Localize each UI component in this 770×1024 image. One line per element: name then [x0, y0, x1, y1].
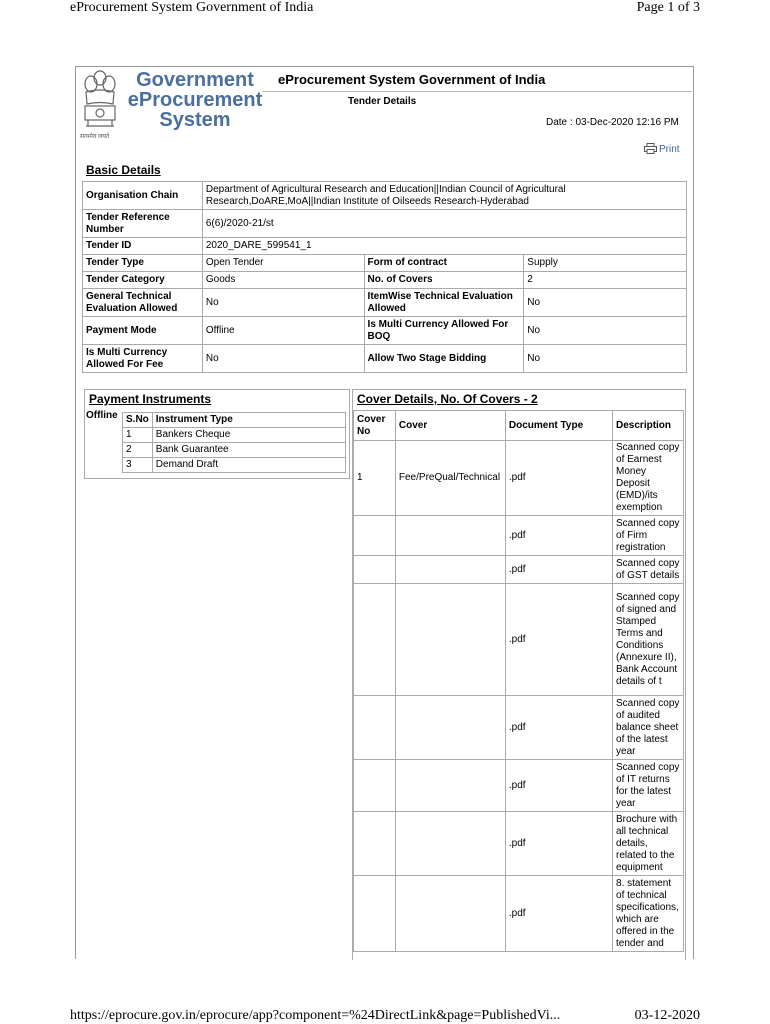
table-row: [354, 516, 684, 556]
site-title: eProcurement System Government of India: [278, 72, 546, 87]
print-header-title: eProcurement System Government of India: [70, 0, 314, 15]
date-line: Date : 03-Dec-2020 12:16 PM: [546, 117, 679, 128]
itemwise-tech-eval-label: ItemWise Technical Evaluation Allowed: [364, 289, 524, 317]
logo-line-system: System: [159, 109, 231, 131]
org-chain-label: Organisation Chain: [83, 182, 203, 210]
instrument-type: Bank Guarantee: [152, 443, 345, 458]
table-row: [123, 458, 346, 473]
cover-name: [395, 516, 505, 556]
cover-no: [354, 516, 396, 556]
no-of-covers-label: No. of Covers: [364, 272, 524, 289]
cover-name: [395, 584, 505, 696]
table-row: [83, 182, 687, 210]
page-subtitle: Tender Details: [348, 96, 417, 107]
national-emblem-icon: [80, 68, 120, 138]
no-of-covers-value: 2: [524, 272, 687, 289]
table-row: [354, 441, 684, 516]
cover-no: [354, 812, 396, 876]
title-divider: [262, 91, 692, 92]
document-type: .pdf: [505, 441, 612, 516]
itemwise-tech-eval-value: No: [524, 289, 687, 317]
cover-no: 1: [354, 441, 396, 516]
tender-ref-label: Tender Reference Number: [83, 210, 203, 238]
document-type: .pdf: [505, 584, 612, 696]
document-type: .pdf: [505, 876, 612, 952]
print-button[interactable]: [644, 143, 680, 155]
table-row: [354, 812, 684, 876]
tender-type-value: Open Tender: [202, 255, 364, 272]
document-description: Brochure with all technical details, related to the equipment: [613, 812, 684, 876]
cover-no: [354, 876, 396, 952]
multi-currency-boq-label: Is Multi Currency Allowed For BOQ: [364, 317, 524, 345]
basic-details-table: [82, 181, 687, 373]
document-type: .pdf: [505, 556, 612, 584]
printer-icon: [644, 143, 657, 154]
multi-currency-boq-value: No: [524, 317, 687, 345]
basic-details-title: Basic Details: [86, 163, 161, 177]
table-header-row: [354, 411, 684, 441]
col-cover-header: Cover: [395, 411, 505, 441]
tender-category-label: Tender Category: [83, 272, 203, 289]
cover-no: [354, 584, 396, 696]
cover-name: [395, 696, 505, 760]
document-description: Scanned copy of GST details: [613, 556, 684, 584]
instrument-sno: 3: [123, 458, 153, 473]
cover-details-title: Cover Details, No. Of Covers - 2: [357, 392, 538, 406]
document-description: Scanned copy of Earnest Money Deposit (EMD)/its exemption: [613, 441, 684, 516]
table-row: [123, 428, 346, 443]
cover-no: [354, 760, 396, 812]
table-row: [83, 289, 687, 317]
document-type: .pdf: [505, 812, 612, 876]
print-footer-date: 03-12-2020: [634, 1008, 700, 1023]
cover-name: Fee/PreQual/Technical: [395, 441, 505, 516]
cover-no: [354, 696, 396, 760]
payment-instruments-table: [122, 412, 346, 473]
table-row: [354, 584, 684, 696]
payment-mode-offline: Offline: [86, 410, 118, 421]
document-description: Scanned copy of IT returns for the latest year: [613, 760, 684, 812]
logo-line-eprocurement: eProcurement: [127, 89, 263, 111]
tender-ref-value: 6(6)/2020-21/st: [202, 210, 686, 238]
document-type: .pdf: [505, 696, 612, 760]
gen-tech-eval-label: General Technical Evaluation Allowed: [83, 289, 203, 317]
table-row: [123, 443, 346, 458]
tender-type-label: Tender Type: [83, 255, 203, 272]
payment-mode-value: Offline: [202, 317, 364, 345]
table-row: [83, 255, 687, 272]
cover-name: [395, 760, 505, 812]
cover-name: [395, 876, 505, 952]
instrument-type: Demand Draft: [152, 458, 345, 473]
col-doc-type-header: Document Type: [505, 411, 612, 441]
table-row: [83, 272, 687, 289]
document-description: Scanned copy of audited balance sheet of the latest year: [613, 696, 684, 760]
gen-tech-eval-value: No: [202, 289, 364, 317]
instrument-type: Bankers Cheque: [152, 428, 345, 443]
table-row: [354, 556, 684, 584]
table-row: [354, 876, 684, 952]
cover-name: [395, 556, 505, 584]
print-header-page: Page 1 of 3: [636, 0, 700, 15]
multi-currency-fee-label: Is Multi Currency Allowed For Fee: [83, 345, 203, 373]
multi-currency-fee-value: No: [202, 345, 364, 373]
document-description: Scanned copy of signed and Stamped Terms and Conditions (Annexure II), Bank Account details of t: [613, 584, 684, 696]
table-row: [83, 238, 687, 255]
form-contract-value: Supply: [524, 255, 687, 272]
two-stage-bidding-value: No: [524, 345, 687, 373]
tender-id-value: 2020_DARE_599541_1: [202, 238, 686, 255]
cover-details-table: [353, 410, 684, 952]
print-footer-url: https://eprocure.gov.in/eprocure/app?component=%24DirectLink&page=PublishedVi...: [70, 1008, 561, 1023]
two-stage-bidding-label: Allow Two Stage Bidding: [364, 345, 524, 373]
print-label: Print: [659, 144, 680, 155]
tender-id-label: Tender ID: [83, 238, 203, 255]
table-row: [354, 696, 684, 760]
payment-mode-label: Payment Mode: [83, 317, 203, 345]
document-description: Scanned copy of Firm registration: [613, 516, 684, 556]
emblem-caption: सत्यमेव जयते: [80, 134, 110, 140]
org-chain-value: Department of Agricultural Research and Education||Indian Council of Agricultural Research,DoARE,MoA||Indian Institute of Oilseeds Research-Hyderabad: [202, 182, 686, 210]
cover-name: [395, 812, 505, 876]
document-type: .pdf: [505, 516, 612, 556]
col-description-header: Description: [613, 411, 684, 441]
col-instrument-type-header: Instrument Type: [152, 413, 345, 428]
logo-line-government: Government: [136, 69, 254, 91]
table-row: [83, 317, 687, 345]
cover-no: [354, 556, 396, 584]
document-type: .pdf: [505, 760, 612, 812]
col-sno-header: S.No: [123, 413, 153, 428]
table-row: [83, 210, 687, 238]
instrument-sno: 2: [123, 443, 153, 458]
instrument-sno: 1: [123, 428, 153, 443]
table-row: [83, 345, 687, 373]
form-contract-label: Form of contract: [364, 255, 524, 272]
tender-category-value: Goods: [202, 272, 364, 289]
col-cover-no-header: Cover No: [354, 411, 396, 441]
document-description: 8. statement of technical specifications, which are offered in the tender and: [613, 876, 684, 952]
table-header-row: [123, 413, 346, 428]
logo-text[interactable]: [120, 70, 270, 130]
table-row: [354, 760, 684, 812]
payment-instruments-title: Payment Instruments: [89, 392, 212, 406]
